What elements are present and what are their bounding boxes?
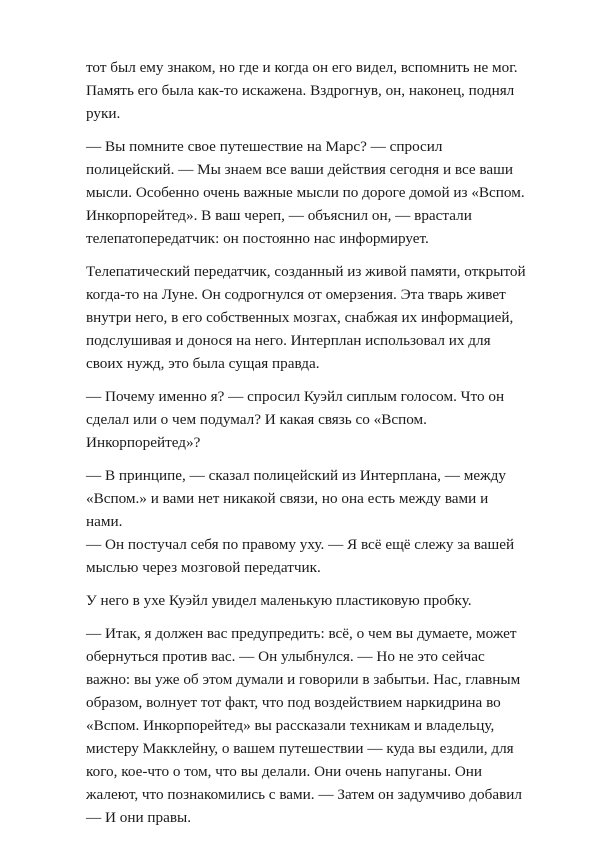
document-page	[86, 56, 526, 839]
paragraph-7: — Итак, я должен вас предупредить: всё, о чем вы думаете, может обернуться против вас. — Он улыбнулся. — Но не это сейчас важно: вы уже об этом думали и говорили в забытьи. Нас, главным образом, волнует тот факт, что под воздействием наркидрина во «Вспом. Инкорпорейтед» вы рассказали техникам и владельцу, мистеру Макклейну, о вашем путешествии — куда вы ездили, для кого, кое-что о том, что вы делали. Они очень напуганы. Они жалеют, что познакомились с вами. — Затем он задумчиво добавил — И они правы.	[86, 625, 522, 826]
paragraph-5: — В принципе, — сказал полицейский из Интерплана, — между «Вспом.» и вами нет никакой связи, но она есть между вами и нами. — Он постучал себя по правому уху. — Я всё ещё слежу за вашей мыслью через мозговой передатчик.	[86, 467, 515, 576]
paragraph-6: У него в ухе Куэйл увидел маленькую пластиковую пробку.	[86, 592, 472, 609]
paragraph-4: — Почему именно я? — спросил Куэйл сиплым голосом. Что он сделал или о чем подумал? И какая связь со «Вспом. Инкорпорейтед»?	[86, 388, 505, 451]
paragraph-3: Телепатический передатчик, созданный из живой памяти, открытой когда-то на Луне. Он содрогнулся от омерзения. Эта тварь живет внутри него, в его собственных мозгах, снабжая их информацией, подслушивая и донося на него. Интерплан использовал их для своих нужд, это была сущая правда.	[86, 263, 526, 372]
paragraph-2: — Вы помните свое путешествие на Марс? — спросил полицейский. — Мы знаем все ваши действия сегодня и все ваши мысли. Особенно очень важные мысли по дороге домой из «Вспом. Инкорпорейтед». В ваш череп, — объяснил он, — врастали телепатопередатчик: он постоянно нас информирует.	[86, 138, 525, 247]
paragraph-1: тот был ему знаком, но где и когда он его видел, вспомнить не мог. Память его была как-то искажена. Вздрогнув, он, наконец, поднял руки.	[86, 59, 518, 122]
